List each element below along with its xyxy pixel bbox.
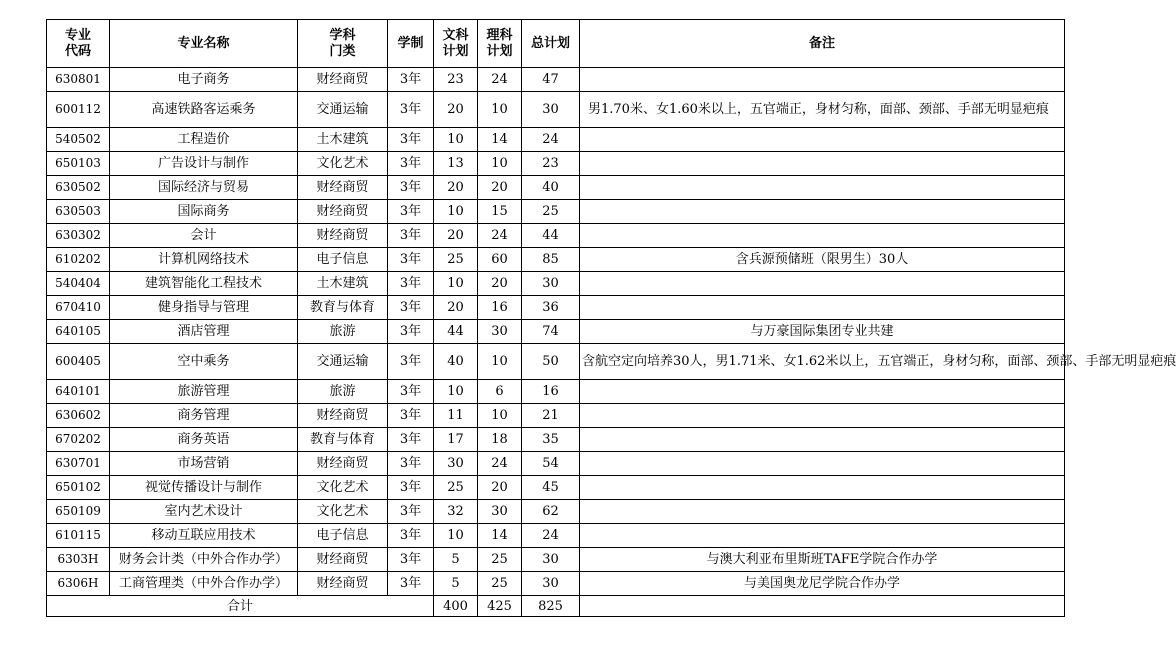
cell-total: 47 <box>522 68 580 92</box>
cell-duration: 3年 <box>388 572 434 596</box>
cell-category: 交通运输 <box>298 344 388 380</box>
cell-category: 教育与体育 <box>298 296 388 320</box>
cell-science: 24 <box>478 68 522 92</box>
cell-name: 高速铁路客运乘务 <box>110 92 298 128</box>
cell-science: 16 <box>478 296 522 320</box>
cell-duration: 3年 <box>388 452 434 476</box>
cell-arts: 20 <box>434 176 478 200</box>
cell-name: 计算机网络技术 <box>110 248 298 272</box>
header-duration: 学制 <box>388 20 434 68</box>
cell-duration: 3年 <box>388 92 434 128</box>
cell-science: 6 <box>478 380 522 404</box>
cell-code: 610202 <box>47 248 110 272</box>
cell-arts: 10 <box>434 200 478 224</box>
cell-name: 国际商务 <box>110 200 298 224</box>
cell-duration: 3年 <box>388 380 434 404</box>
cell-duration: 3年 <box>388 272 434 296</box>
table-row <box>47 128 1065 152</box>
cell-name: 建筑智能化工程技术 <box>110 272 298 296</box>
cell-code: 670410 <box>47 296 110 320</box>
cell-arts: 10 <box>434 524 478 548</box>
cell-total: 25 <box>522 200 580 224</box>
cell-code: 6303H <box>47 548 110 572</box>
table-row <box>47 152 1065 176</box>
cell-name: 健身指导与管理 <box>110 296 298 320</box>
cell-science: 24 <box>478 224 522 248</box>
cell-note: 含兵源预储班（限男生）30人 <box>580 248 1065 272</box>
cell-code: 600112 <box>47 92 110 128</box>
cell-arts: 44 <box>434 320 478 344</box>
cell-name: 财务会计类（中外合作办学） <box>110 548 298 572</box>
cell-science: 10 <box>478 404 522 428</box>
cell-note <box>580 428 1065 452</box>
cell-code: 600405 <box>47 344 110 380</box>
cell-name: 市场营销 <box>110 452 298 476</box>
cell-total: 30 <box>522 548 580 572</box>
cell-category: 财经商贸 <box>298 68 388 92</box>
table-row <box>47 200 1065 224</box>
table-row <box>47 344 1065 380</box>
cell-total: 50 <box>522 344 580 380</box>
summary-arts: 400 <box>434 596 478 617</box>
cell-note <box>580 152 1065 176</box>
cell-note: 男1.70米、女1.60米以上，五官端正，身材匀称，面部、颈部、手部无明显疤痕 <box>580 92 1065 128</box>
cell-category: 财经商贸 <box>298 224 388 248</box>
table-row <box>47 428 1065 452</box>
cell-code: 640105 <box>47 320 110 344</box>
cell-science: 30 <box>478 500 522 524</box>
header-arts: 文科计划 <box>434 20 478 68</box>
cell-total: 30 <box>522 272 580 296</box>
cell-arts: 30 <box>434 452 478 476</box>
cell-note <box>580 404 1065 428</box>
cell-total: 30 <box>522 572 580 596</box>
header-category: 学科门类 <box>298 20 388 68</box>
table-row <box>47 380 1065 404</box>
cell-arts: 10 <box>434 128 478 152</box>
cell-duration: 3年 <box>388 320 434 344</box>
cell-code: 630801 <box>47 68 110 92</box>
cell-science: 14 <box>478 128 522 152</box>
cell-science: 25 <box>478 572 522 596</box>
cell-category: 教育与体育 <box>298 428 388 452</box>
cell-code: 630503 <box>47 200 110 224</box>
cell-category: 旅游 <box>298 320 388 344</box>
cell-code: 650109 <box>47 500 110 524</box>
cell-code: 630502 <box>47 176 110 200</box>
table-row <box>47 248 1065 272</box>
cell-arts: 5 <box>434 572 478 596</box>
cell-name: 空中乘务 <box>110 344 298 380</box>
cell-code: 640101 <box>47 380 110 404</box>
enrollment-plan-table <box>46 19 1176 617</box>
cell-duration: 3年 <box>388 68 434 92</box>
cell-arts: 5 <box>434 548 478 572</box>
table-row <box>47 500 1065 524</box>
cell-science: 20 <box>478 272 522 296</box>
cell-name: 工商管理类（中外合作办学） <box>110 572 298 596</box>
header-note: 备注 <box>580 20 1065 68</box>
cell-note <box>580 176 1065 200</box>
summary-total: 825 <box>522 596 580 617</box>
table-row <box>47 476 1065 500</box>
cell-name: 酒店管理 <box>110 320 298 344</box>
cell-science: 18 <box>478 428 522 452</box>
cell-name: 电子商务 <box>110 68 298 92</box>
cell-science: 60 <box>478 248 522 272</box>
cell-total: 30 <box>522 92 580 128</box>
cell-note <box>580 224 1065 248</box>
cell-category: 文化艺术 <box>298 152 388 176</box>
cell-total: 62 <box>522 500 580 524</box>
cell-category: 电子信息 <box>298 524 388 548</box>
cell-name: 会计 <box>110 224 298 248</box>
cell-science: 15 <box>478 200 522 224</box>
cell-category: 财经商贸 <box>298 200 388 224</box>
cell-category: 财经商贸 <box>298 548 388 572</box>
cell-total: 16 <box>522 380 580 404</box>
cell-arts: 32 <box>434 500 478 524</box>
cell-duration: 3年 <box>388 248 434 272</box>
cell-name: 国际经济与贸易 <box>110 176 298 200</box>
table-row <box>47 452 1065 476</box>
cell-code: 6306H <box>47 572 110 596</box>
summary-note <box>580 596 1065 617</box>
cell-total: 23 <box>522 152 580 176</box>
cell-name: 室内艺术设计 <box>110 500 298 524</box>
cell-duration: 3年 <box>388 152 434 176</box>
cell-arts: 11 <box>434 404 478 428</box>
cell-note <box>580 380 1065 404</box>
cell-note <box>580 476 1065 500</box>
cell-category: 土木建筑 <box>298 128 388 152</box>
cell-code: 540404 <box>47 272 110 296</box>
cell-arts: 23 <box>434 68 478 92</box>
cell-category: 电子信息 <box>298 248 388 272</box>
table-row <box>47 296 1065 320</box>
cell-total: 54 <box>522 452 580 476</box>
cell-name: 广告设计与制作 <box>110 152 298 176</box>
cell-total: 40 <box>522 176 580 200</box>
cell-total: 44 <box>522 224 580 248</box>
cell-arts: 17 <box>434 428 478 452</box>
summary-science: 425 <box>478 596 522 617</box>
cell-name: 移动互联应用技术 <box>110 524 298 548</box>
table-row <box>47 548 1065 572</box>
cell-total: 45 <box>522 476 580 500</box>
cell-science: 25 <box>478 548 522 572</box>
cell-name: 工程造价 <box>110 128 298 152</box>
cell-duration: 3年 <box>388 476 434 500</box>
cell-duration: 3年 <box>388 200 434 224</box>
cell-science: 24 <box>478 452 522 476</box>
cell-science: 20 <box>478 476 522 500</box>
cell-total: 35 <box>522 428 580 452</box>
table-row <box>47 224 1065 248</box>
cell-code: 610115 <box>47 524 110 548</box>
cell-arts: 10 <box>434 272 478 296</box>
cell-note <box>580 452 1065 476</box>
cell-total: 24 <box>522 524 580 548</box>
cell-name: 商务英语 <box>110 428 298 452</box>
cell-arts: 40 <box>434 344 478 380</box>
cell-code: 650103 <box>47 152 110 176</box>
cell-category: 财经商贸 <box>298 176 388 200</box>
header-name: 专业名称 <box>110 20 298 68</box>
cell-science: 10 <box>478 92 522 128</box>
cell-duration: 3年 <box>388 224 434 248</box>
table-row <box>47 524 1065 548</box>
cell-code: 650102 <box>47 476 110 500</box>
cell-arts: 20 <box>434 224 478 248</box>
summary-row <box>47 596 1065 617</box>
cell-category: 旅游 <box>298 380 388 404</box>
cell-note: 与澳大利亚布里斯班TAFE学院合作办学 <box>580 548 1065 572</box>
cell-duration: 3年 <box>388 344 434 380</box>
cell-note: 与美国奥龙尼学院合作办学 <box>580 572 1065 596</box>
cell-duration: 3年 <box>388 128 434 152</box>
cell-science: 10 <box>478 344 522 380</box>
cell-note: 与万豪国际集团专业共建 <box>580 320 1065 344</box>
cell-science: 30 <box>478 320 522 344</box>
cell-note <box>580 128 1065 152</box>
cell-note <box>580 296 1065 320</box>
cell-arts: 20 <box>434 296 478 320</box>
cell-note <box>580 68 1065 92</box>
cell-science: 14 <box>478 524 522 548</box>
cell-total: 24 <box>522 128 580 152</box>
cell-arts: 13 <box>434 152 478 176</box>
cell-code: 630602 <box>47 404 110 428</box>
cell-duration: 3年 <box>388 404 434 428</box>
header-code: 专业代码 <box>47 20 110 68</box>
cell-category: 财经商贸 <box>298 404 388 428</box>
cell-note: 含航空定向培养30人，男1.71米、女1.62米以上，五官端正，身材匀称，面部、颈部、手部无明显疤痕 <box>580 344 1065 380</box>
table-row <box>47 272 1065 296</box>
cell-arts: 25 <box>434 248 478 272</box>
cell-note <box>580 272 1065 296</box>
summary-label: 合计 <box>47 596 434 617</box>
cell-total: 21 <box>522 404 580 428</box>
cell-name: 商务管理 <box>110 404 298 428</box>
cell-code: 630701 <box>47 452 110 476</box>
cell-note <box>580 524 1065 548</box>
cell-total: 85 <box>522 248 580 272</box>
cell-science: 20 <box>478 176 522 200</box>
cell-duration: 3年 <box>388 428 434 452</box>
table-row <box>47 176 1065 200</box>
cell-category: 财经商贸 <box>298 452 388 476</box>
cell-code: 630302 <box>47 224 110 248</box>
cell-arts: 10 <box>434 380 478 404</box>
table-row <box>47 320 1065 344</box>
cell-duration: 3年 <box>388 524 434 548</box>
cell-total: 74 <box>522 320 580 344</box>
cell-arts: 20 <box>434 92 478 128</box>
cell-category: 文化艺术 <box>298 476 388 500</box>
cell-duration: 3年 <box>388 176 434 200</box>
table-row <box>47 572 1065 596</box>
cell-note <box>580 200 1065 224</box>
cell-duration: 3年 <box>388 548 434 572</box>
cell-arts: 25 <box>434 476 478 500</box>
cell-category: 文化艺术 <box>298 500 388 524</box>
cell-category: 交通运输 <box>298 92 388 128</box>
cell-code: 670202 <box>47 428 110 452</box>
cell-code: 540502 <box>47 128 110 152</box>
cell-category: 土木建筑 <box>298 272 388 296</box>
cell-duration: 3年 <box>388 500 434 524</box>
cell-science: 10 <box>478 152 522 176</box>
header-total: 总计划 <box>522 20 580 68</box>
cell-name: 旅游管理 <box>110 380 298 404</box>
header-science: 理科计划 <box>478 20 522 68</box>
cell-total: 36 <box>522 296 580 320</box>
cell-duration: 3年 <box>388 296 434 320</box>
table-row <box>47 68 1065 92</box>
cell-name: 视觉传播设计与制作 <box>110 476 298 500</box>
cell-note <box>580 500 1065 524</box>
header-row <box>47 20 1065 68</box>
table-row <box>47 404 1065 428</box>
cell-category: 财经商贸 <box>298 572 388 596</box>
table-row <box>47 92 1065 128</box>
